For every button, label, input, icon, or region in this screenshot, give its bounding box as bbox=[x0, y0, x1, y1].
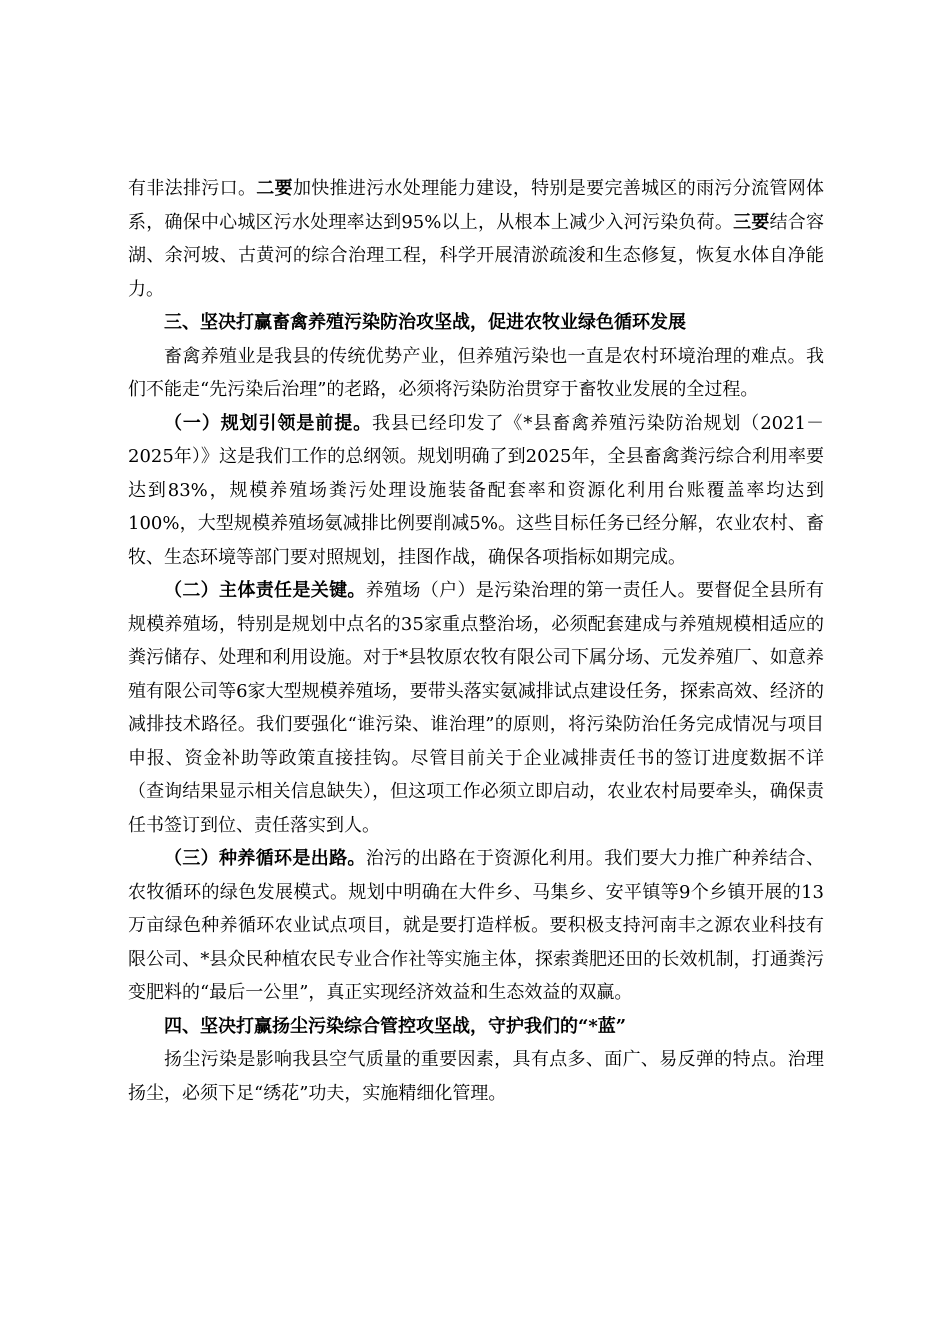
paragraph-dust-intro: 扬尘污染是影响我县空气质量的重要因素，具有点多、面广、易反弹的特点。治理扬尘，必须下足“绣花”功夫，实施精细化管理。 bbox=[128, 1049, 824, 1104]
text-run: 加快推进污水处理能力建设，特别是要完善城区的雨污分流管网体系，确保中心城区污水处理率达到95%以上，从根本上减少入河污染负荷。 bbox=[128, 178, 825, 233]
paragraph-text: 养殖场（户）是污染治理的第一责任人。要督促全县所有规模养殖场，特别是规划中点名的35家重点整治场，必须配套建成与养殖规模相适应的粪污储存、处理和利用设施。对于*县牧原农牧有限公司下属分场、元发养殖厂、如意养殖有限公司等6家大型规模养殖场，要带头落实氨减排试点建设任务，探索高效、经济的减排技术路径。我们要强化“谁污染、谁治理”的原则，将污染防治任务完成情况与项目申报、资金补助等政策直接挂钩。尽管目前关于企业减排责任书的签订进度数据不详（查询结果显示相关信息缺失），但这项工作必须立即启动，农业农村局要牵头，确保责任书签订到位、责任落实到人。 bbox=[128, 580, 825, 836]
paragraph-circulation bbox=[128, 842, 824, 1010]
paragraph-planning bbox=[128, 407, 824, 575]
bold-run: 三要 bbox=[733, 211, 770, 233]
text-run: 结合容湖、余河坡、古黄河的综合治理工程，科学开展清淤疏浚和生态修复，恢复水体自净能力。 bbox=[128, 211, 825, 300]
subheading-responsibility: （二）主体责任是关键。 bbox=[164, 580, 366, 601]
document-body bbox=[128, 172, 824, 1110]
text-run: 有非法排污口。 bbox=[128, 178, 257, 199]
section-heading-4: 四、坚决打赢扬尘污染综合管控攻坚战，守护我们的“*蓝” bbox=[164, 1015, 627, 1037]
bold-run: 二要 bbox=[256, 178, 293, 199]
paragraph-water-measures bbox=[128, 172, 824, 306]
paragraph-responsibility bbox=[128, 574, 824, 842]
subheading-circulation: （三）种养循环是出路。 bbox=[164, 848, 366, 869]
subheading-planning: （一）规划引领是前提。 bbox=[164, 412, 373, 434]
section-heading-3: 三、坚决打赢畜禽养殖污染防治攻坚战，促进农牧业绿色循环发展 bbox=[164, 312, 686, 333]
paragraph-text: 治污的出路在于资源化利用。我们要大力推广种养结合、农牧循环的绿色发展模式。规划中明确在大件乡、马集乡、安平镇等9个乡镇开展的13万亩绿色种养循环农业试点项目，就是要打造样板。要积极支持河南丰之源农业科技有限公司、*县众民种植农民专业合作社等实施主体，探索粪肥还田的长效机制，打通粪污变肥料的“最后一公里”，真正实现经济效益和生态效益的双赢。 bbox=[128, 848, 825, 1003]
paragraph-livestock-intro: 畜禽养殖业是我县的传统优势产业，但养殖污染也一直是农村环境治理的难点。我们不能走“先污染后治理”的老路，必须将污染防治贯穿于畜牧业发展的全过程。 bbox=[128, 345, 824, 400]
paragraph-text: 我县已经印发了《*县畜禽养殖污染防治规划（2021－2025年）》这是我们工作的总纲领。规划明确了到2025年，全县畜禽粪污综合利用率要达到83%，规模养殖场粪污处理设施装备配套率和资源化利用台账覆盖率均达到100%，大型规模养殖场氨减排比例要削减5%。这些目标任务已经分解，农业农村、畜牧、生态环境等部门要对照规划，挂图作战，确保各项指标如期完成。 bbox=[128, 412, 825, 568]
